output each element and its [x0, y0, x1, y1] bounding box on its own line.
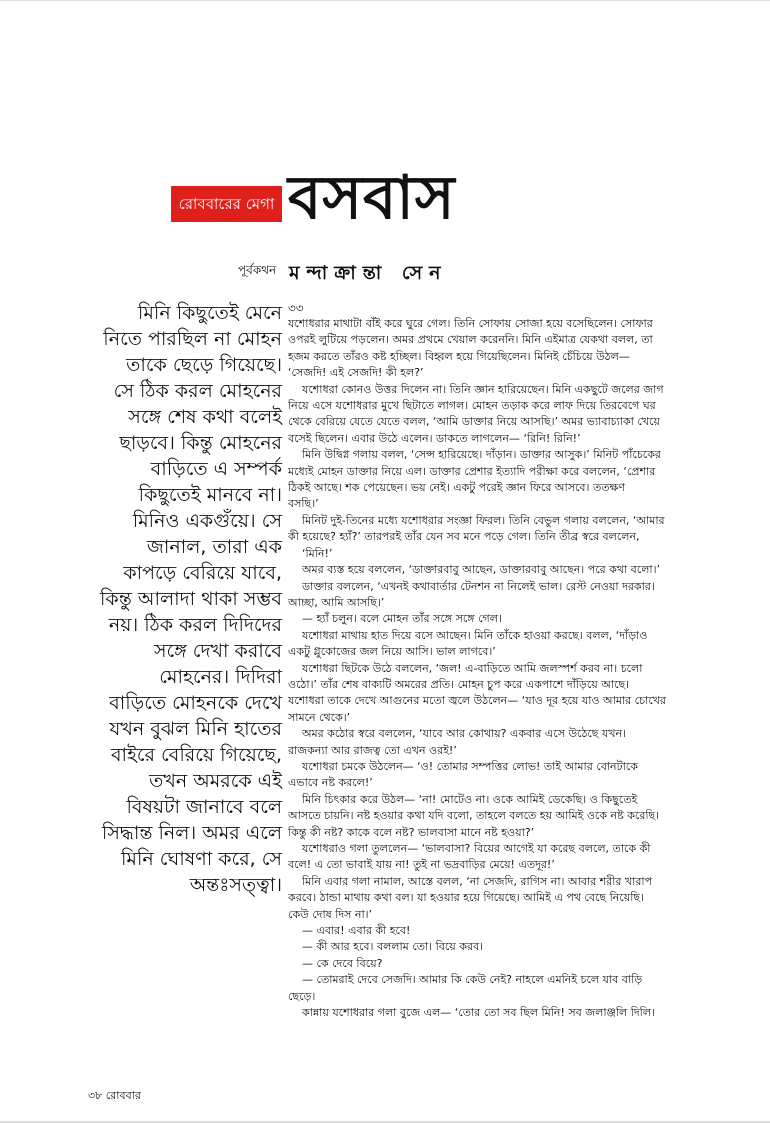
pull-quote-line: নিতে পারছিল না মোহন	[103, 328, 282, 350]
body-line: ঠিকই আছে। শক পেয়েছেন। ভয় নেই। একটু পরেই জ্ঞান ফিরে আসবে। ততক্ষণ	[288, 481, 626, 495]
pull-quote-line: মিনিও একগুঁয়ে। সে	[132, 510, 282, 532]
body-line: হজম করতে তাঁরও কষ্ট হচ্ছিল। বিহ্বল হয়ে গিয়েছিলেন। মিনিই চেঁচিয়ে উঠল—	[288, 349, 630, 363]
pull-quote-line: বাইরে বেরিয়ে গিয়েছে,	[110, 744, 282, 766]
story-title: বসবাস	[288, 163, 456, 233]
body-line: অমর ব্যস্ত হয়ে বললেন, ‘ডাক্তারবাবু আছেন, ডাক্তারবাবু আছেন। পরে কথা বলো।’	[302, 563, 661, 577]
pull-quote-line: মিনি ঘোষণা করে, সে	[121, 848, 282, 870]
body-line: ওপরই লুটিয়ে পড়লেন। অমর প্রথমে খেয়াল করেননি। মিনি এইমাত্র যেকথা বলল, তা	[288, 333, 653, 347]
pull-quote-line: তাকে ছেড়ে গিয়েছে।	[126, 354, 282, 376]
pull-quote-line: যখন বুঝল মিনি হাতের	[109, 718, 282, 740]
body-line: আচ্ছা, আমি আসছি।’	[288, 595, 385, 609]
body-line: যশোধরা চমকে উঠলেন— ‘ও! তোমার সম্পত্তির লোভ! তাই আমার বোনটাকে	[302, 759, 638, 773]
author-name: মন্দাক্রান্তা সেন	[289, 262, 448, 284]
pull-quote-line: সঙ্গে দেখা করাবে	[153, 640, 282, 662]
body-line: — কে দেবে বিয়ে?	[302, 956, 383, 970]
body-line: মধ্যেই মোহন ডাক্তার নিয়ে এল। ডাক্তার প্রেশার ইত্যাদি পরীক্ষা করে বললেন, ‘প্রেশার	[288, 464, 656, 478]
body-line: নিয়ে এসে যশোধরার মুখে ছিটাতে লাগল। মোহন তড়াক করে লাফ দিয়ে তিরবেগে ঘর	[288, 399, 656, 413]
body-line: কী হয়েছে? হ্যাঁ?’ তারপরই তাঁর যেন সব মনে পড়ে গেল। তিনি তীব্র স্বরে বললেন,	[288, 530, 640, 544]
body-line: একটু গ্লুকোজের জল নিয়ে আসি। ভাল লাগবে।’	[288, 645, 496, 659]
pull-quote-line: বাড়িতে এ সম্পর্ক	[150, 458, 282, 480]
body-line: ডাক্তার বললেন, ‘এখনই কথাবার্তার টেনশন না নিলেই ভাল। রেস্ট নেওয়া দরকার।	[302, 579, 655, 593]
pull-quote-line: বাড়িতে মোহনকে দেখে	[109, 692, 282, 714]
body-line: করবে। ঠান্ডা মাথায় কথা বল। যা হওয়ার হয়ে গিয়েছে। আমিই এ পথ বেছে নিয়েছি।	[288, 891, 644, 905]
body-line: — হ্যাঁ চলুন। বলে মোহন তাঁর সঙ্গে সঙ্গে গেল।	[302, 612, 502, 626]
body-line: মিনিট দুই-তিনের মধ্যে যশোধরার সংজ্ঞা ফিরল। তিনি বেভুল গলায় বললেন, ‘আমার	[302, 513, 665, 527]
pull-quote-line: কিছুতেই মানবে না।	[138, 484, 282, 506]
body-line: মিনি উদ্বিগ্ন গলায় বলল, ‘সেন্স হারিয়েছে। দাঁড়ান। ডাক্তার আসুক।’ মিনিট পাঁচেকের	[302, 448, 661, 462]
pull-quote-line: কাপড়ে বেরিয়ে যাবে,	[123, 562, 282, 584]
pull-quote-line: ছাড়বে। কিন্তু মোহনের	[119, 432, 282, 454]
body-line: মিনি চিৎকার করে উঠল— ‘না! মোটেও না। ওকে আমিই ডেকেছি। ও কিছুতেই	[302, 792, 638, 806]
previously-label: পূর্বকথন	[238, 263, 277, 277]
body-line: এভাবে নষ্ট করলে!’	[288, 776, 373, 790]
body-line: যশোধরার মাথাটা বাঁই করে ঘুরে গেল। তিনি সোফায় সোজা হয়ে বসেছিলেন। সোফার	[288, 317, 653, 330]
page-folio: ৩৮ রোববার	[88, 1089, 141, 1102]
body-line: কিন্তু কী নষ্ট? কাকে বলে নষ্ট? ভালবাসা মানে নষ্ট হওয়া?’	[288, 825, 535, 839]
pull-quote-line: জানাল, তারা এক	[146, 536, 282, 558]
chapter-number: ৩৩	[288, 301, 304, 315]
body-line: রাজকন্যা আর রাজত্ব তো এখন ওরই!’	[288, 743, 457, 757]
body-line: কান্নায় যশোধরার গলা বুজে এল— ‘তোর তো সব ছিল মিনি! সব জলাঞ্জলি দিলি।	[302, 1006, 655, 1020]
body-line: যশোধরা ছিটকে উঠে বললেন, ‘জল! এ-বাড়িতে আমি জলস্পর্শ করব না। চলো	[302, 661, 643, 675]
body-line: ‘মিনি!’	[302, 546, 333, 560]
pull-quote-line: অন্তঃসত্ত্বা।	[189, 874, 282, 896]
series-badge: রোববারের মেগা	[171, 186, 282, 222]
pull-quote	[82, 300, 282, 898]
body-line: বসছি।’	[288, 497, 319, 511]
body-line: — এবার! এবার কী হবে!	[302, 924, 411, 938]
body-line: সামনে থেকে।’	[288, 710, 351, 724]
body-line: — তোমরাই দেবে সেজদি। আমার কি কেউ নেই? নাহলে এমনিই চলে যাব বাড়ি	[302, 973, 643, 987]
pull-quote-line: মিনি কিছুতেই মেনে	[137, 302, 282, 324]
body-line: ওঠো।’ তাঁর শেষ বাক্যটি অমরের প্রতি। মোহন চুপ করে একপাশে দাঁড়িয়ে আছে।	[288, 677, 630, 691]
body-line: আসতে চায়নি। নষ্ট হওয়ার কথা যদি বলো, তাহলে বলতে হয় আমিই ওকে নষ্ট করেছি।	[288, 809, 660, 823]
body-line: যশোধরা কোনও উত্তর দিলেন না। তিনি জ্ঞান হারিয়েছেন। মিনি একছুটে জলের জাগ	[302, 382, 664, 396]
pull-quote-line: কিন্তু আলাদা থাকা সম্ভব	[99, 588, 282, 610]
body-line: বলে! এ তো ভাবাই যায় না! তুই না ভদ্রবাড়ির মেয়ে! এতদূর!’	[288, 858, 555, 872]
body-line: থেকে বেরিয়ে যেতে যেতে বলল, ‘আমি ডাক্তার নিয়ে আসছি।’ অমর ভ্যাবাচ্যাকা খেয়ে	[288, 415, 660, 429]
body-line: যশোধরাও গলা তুললেন— ‘ভালবাসা? বিয়ের আগেই যা করেছ বললে, তাকে কী	[302, 842, 651, 855]
pull-quote-line: সঙ্গে শেষ কথা বলেই	[128, 406, 282, 428]
body-line: যশোধরা তাকে দেখে আগুনের মতো জ্বলে উঠলেন— ‘যাও দূর হয়ে যাও আমার চোখের	[288, 694, 666, 708]
pull-quote-line: তখন অমরকে এই	[149, 770, 282, 792]
body-line: — কী আর হবে। বললাম তো। বিয়ে করব।	[302, 940, 484, 954]
body-line: যশোধরা মাথায় হাত দিয়ে বসে আছেন। মিনি তাঁকে হাওয়া করছে। বলল, ‘দাঁড়াও	[302, 628, 648, 642]
pull-quote-line: বিষয়টা জানাবে বলে	[126, 796, 282, 818]
body-line: ‘সেজদি! এই সেজদি! কী হল?’	[288, 366, 424, 380]
pull-quote-line: সে ঠিক করল মোহনের	[113, 380, 282, 402]
body-line: মিনি এবার গলা নামাল, আস্তে বলল, ‘না সেজদি, রাগিস না। আবার শরীর খারাপ	[302, 874, 653, 888]
top-edge-rule	[0, 0, 770, 1]
pull-quote-line: সিদ্ধান্ত নিল। অমর এলে	[101, 822, 282, 844]
pull-quote-line: মোহনের। দিদিরা	[159, 666, 282, 688]
body-line: বসেই ছিলেন। এবার উঠে এলেন। ডাকতে লাগলেন— ‘রিনি! রিনি!’	[288, 431, 581, 445]
body-line: ছেড়ে।	[288, 989, 316, 1003]
body-line: অমর কঠোর স্বরে বললেন, ‘যাবে আর কোথায়? একবার এসে উঠেছে যখন।	[302, 727, 626, 741]
pull-quote-line: নয়। ঠিক করল দিদিদের	[108, 614, 282, 636]
story-body	[288, 316, 690, 1021]
body-line: কেউ দোষ দিস না।’	[288, 907, 373, 921]
